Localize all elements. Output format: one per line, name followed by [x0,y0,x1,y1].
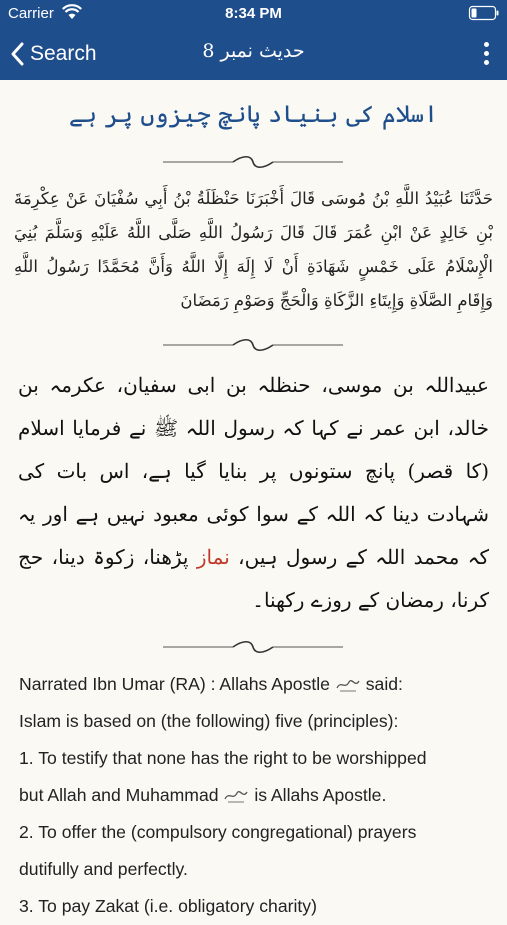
divider-ornament-icon [163,155,343,169]
urdu-translation [18,364,489,622]
english-line [19,666,493,703]
salawat-icon [335,676,361,692]
battery-icon [469,6,499,20]
urdu-text-part: عبیداللہ بن موسی، حنظلہ بن ابی سفیان، عکرمہ بن خالد، ابن عمر نے کہا کہ رسول اللہ ﷺ نے فرمایا اسلام (کا قصر) پانچ ستونوں پر بنایا گیا ہے، اس بات کی شہادت دینا کہ اللہ کے سوا کوئی معبود نہیں ہے اور یہ کہ محمد اللہ کے رسول ہیں، [18,373,489,569]
more-vertical-icon[interactable] [481,42,491,68]
chapter-title: اسلام کی بنیاد پانچ چیزوں پر ہے [68,100,439,128]
status-time: 8:34 PM [225,5,282,22]
navigation-bar [0,28,507,80]
english-line-text: but Allah and Muhammad [19,785,219,805]
status-bar [0,0,507,28]
carrier-label: Carrier [8,5,54,22]
english-line [19,777,493,814]
english-line: 3. To pay Zakat (i.e. obligatory charity) [19,896,317,916]
back-button-label: Search [30,42,97,65]
divider-ornament-icon [163,338,343,352]
english-line: Islam is based on (the following) five (principles): [19,711,399,731]
page-title: حدیث نمبر 8 [202,40,305,62]
salawat-icon [223,787,249,803]
english-line-text: said: [365,674,403,694]
english-translation [19,666,493,925]
english-line: dutifully and perfectly. [19,859,188,879]
hadith-content [0,80,507,916]
urdu-text-part: پڑھنا، زکوۃ دینا، حج کرنا، رمضان کے روزے رکھنا۔ [18,545,489,612]
english-line: 1. To testify that none has the right to be worshipped [19,748,427,768]
english-line-text: is Allahs Apostle. [254,785,387,805]
arabic-hadith-text: حَدَّثَنَا عُبَيْدُ اللَّهِ بْنُ مُوسَى قَالَ أَخْبَرَنَا حَنْظَلَةُ بْنُ أَبِي سُفْيَانَ عَنْ عِكْرِمَةَ بْنِ خَالِدٍ عَنْ ابْنِ عُمَرَ قَالَ قَالَ رَسُولُ اللَّهِ صَلَّى اللَّهُ عَلَيْهِ وَسَلَّمَ بُنِيَ الْإِسْلَامُ عَلَى خَمْسٍ شَهَادَةِ أَنْ لَا إِلَهَ إِلَّا اللَّهُ وَأَنَّ مُحَمَّدًا رَسُولُ اللَّهِ وَإِقَامِ الصَّلَاةِ وَإِيتَاءِ الزَّكَاةِ وَالْحَجِّ وَصَوْمِ رَمَضَانَ [14,189,493,310]
english-line: 2. To offer the (compulsory congregational) prayers [19,822,417,842]
chevron-left-icon [10,42,24,66]
divider-ornament-icon [163,640,343,654]
english-line-text: Narrated Ibn Umar (RA) : Allahs Apostle [19,674,330,694]
back-button[interactable] [10,38,97,70]
urdu-highlight-word: نماز [196,545,230,569]
